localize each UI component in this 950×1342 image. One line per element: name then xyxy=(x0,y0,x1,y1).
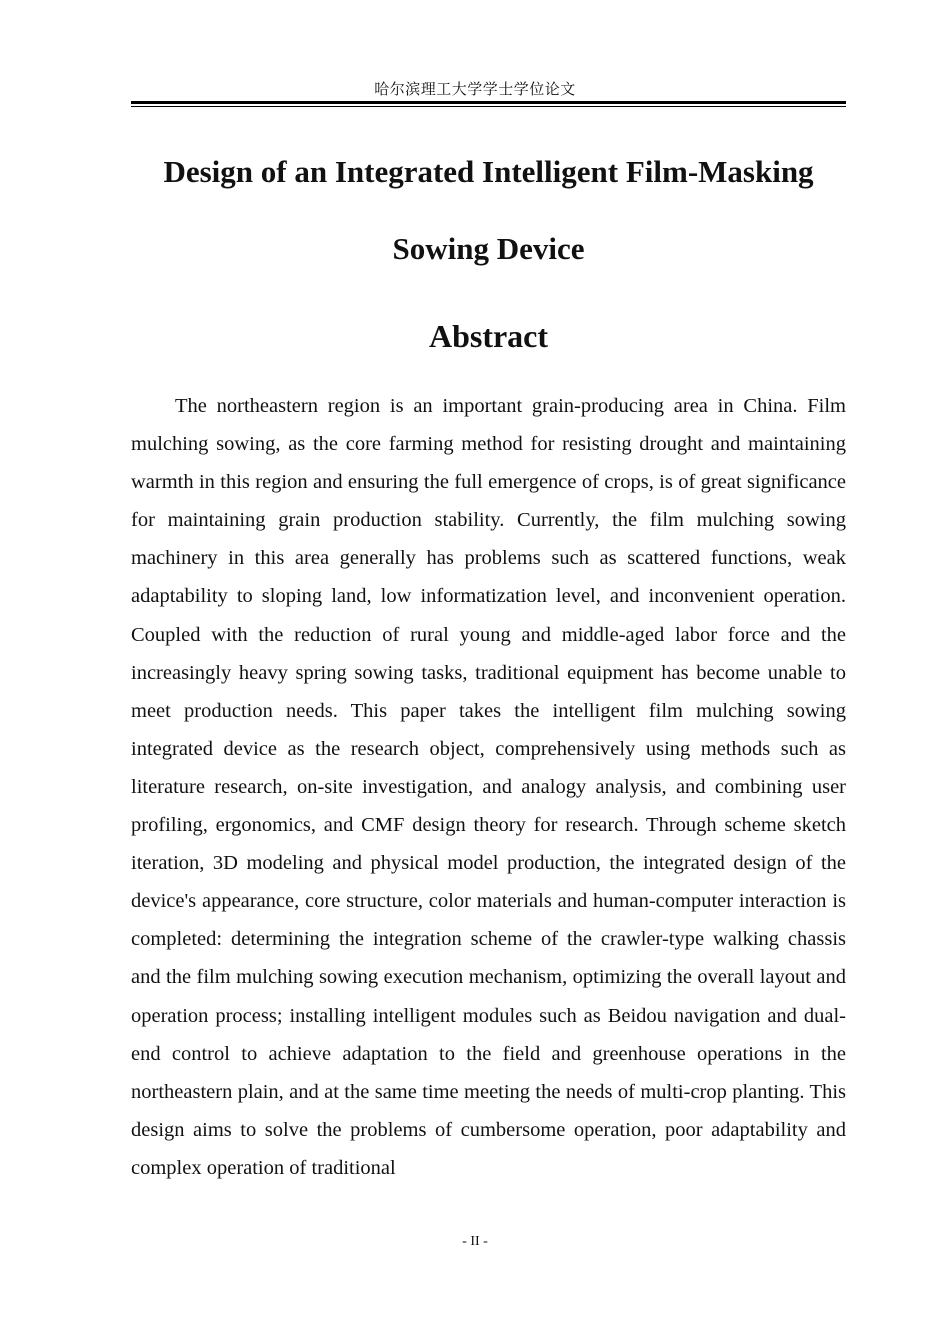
abstract-paragraph: The northeastern region is an important grain-producing area in China. Film mulching sowing, as the core farming method for resisting drought and maintaining warmth in this region and ensuring the full emergence of crops, is of great significance for maintaining grain production stability. Currently, the film mulching sowing machinery in this area generally has problems such as scattered functions, weak adaptability to sloping land, low informatization level, and inconvenient operation. Coupled with the reduction of rural young and middle-aged labor force and the increasingly heavy spring sowing tasks, traditional equipment has become unable to meet production needs. This paper takes the intelligent film mulching sowing integrated device as the research object, comprehensively using methods such as literature research, on-site investigation, and analogy analysis, and combining user profiling, ergonomics, and CMF design theory for research. Through scheme sketch iteration, 3D modeling and physical model production, the integrated design of the device's appearance, core structure, color materials and human-computer interaction is completed: determining the integration scheme of the crawler-type walking chassis and the film mulching sowing execution mechanism, optimizing the overall layout and operation process; installing intelligent modules such as Beidou navigation and dual-end control to achieve adaptation to the field and greenhouse operations in the northeastern plain, and at the same time meeting the needs of multi-crop planting. This design aims to solve the problems of cumbersome operation, poor adaptability and complex operation of traditional xyxy=(131,395,846,1179)
thesis-title-line-1: Design of an Integrated Intelligent Film-Masking xyxy=(163,154,814,189)
running-header: 哈尔滨理工大学学士学位论文 xyxy=(374,80,576,98)
thesis-title-line-2: Sowing Device xyxy=(392,231,585,266)
abstract-heading: Abstract xyxy=(428,318,549,354)
header-rule-thick xyxy=(131,101,846,104)
page-number: - II - xyxy=(462,1234,488,1249)
header-rule-thin xyxy=(131,106,846,107)
